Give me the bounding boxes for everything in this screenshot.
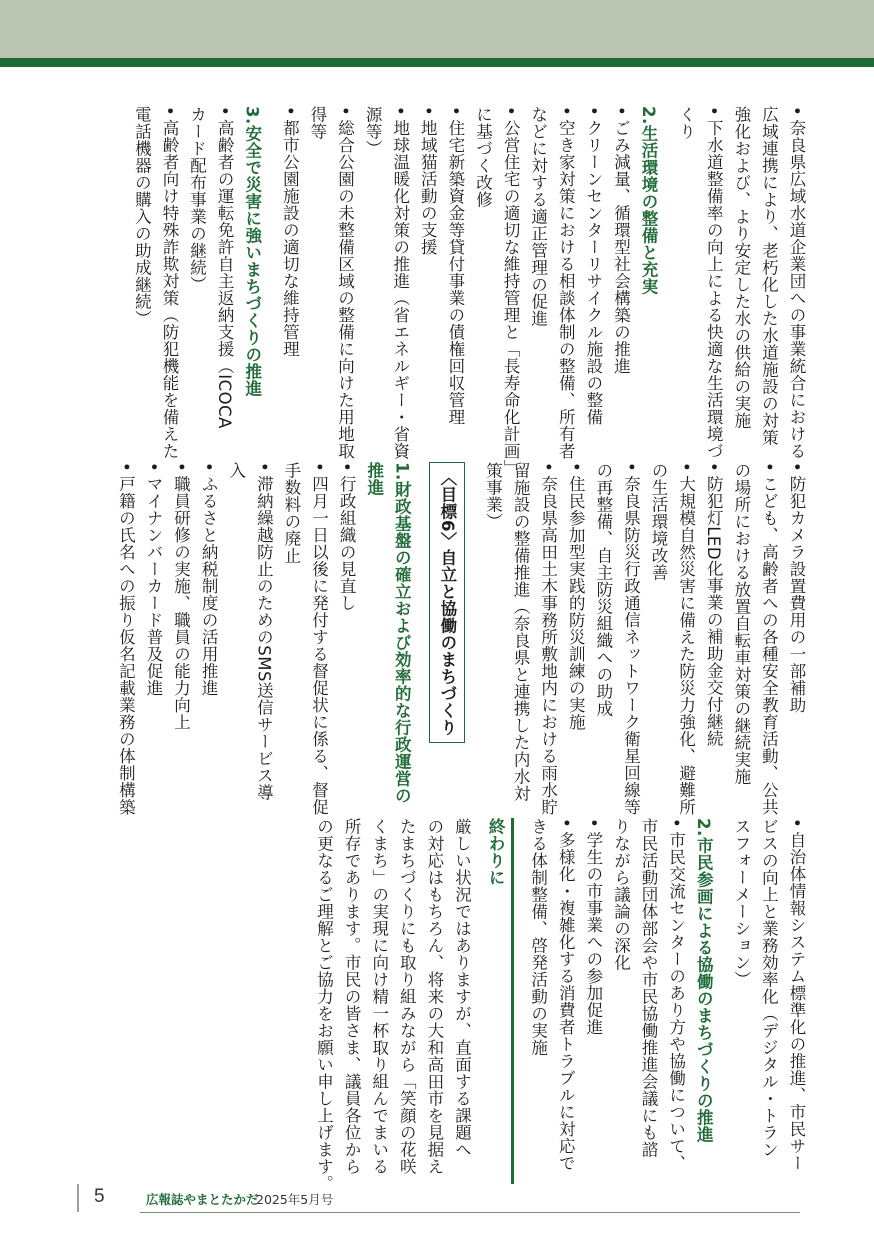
text-block-middle [112, 462, 810, 816]
bullet-item [607, 818, 690, 1184]
bullet-item [441, 106, 469, 452]
text-line: • 奈良県広域水道企業団への事業統合における [782, 106, 810, 452]
text-line: • 奈良県高田土木事務所敷地内における雨水貯 [534, 462, 562, 802]
text-line: • 防犯カメラ設置費用の一部補助 [782, 462, 810, 802]
bullet-item [333, 462, 361, 802]
text-line: • 空き家対策における相談体制の整備、所有者 [552, 106, 580, 452]
bullet-item [782, 462, 810, 802]
text-line: • マイナンバーカード普及促進 [139, 462, 167, 802]
header-rule [0, 58, 874, 67]
section-title: 生活環境の整備と充実 [639, 124, 659, 295]
bullet-item [579, 106, 607, 452]
text-line: くまち」の実現に向け精一杯取り組んでまいる [369, 818, 389, 1175]
text-line: 強化および、より安定した水の供給の実施 [731, 106, 751, 429]
text-line: 所存であります。市民の皆さま、議員各位から [342, 818, 362, 1175]
closing-paragraph [310, 818, 476, 1192]
text-line: • 住民参加型実践的防災訓練の実施 [562, 462, 590, 802]
text-line: りながら議論の深化 [611, 818, 631, 971]
bullet-item [562, 462, 590, 802]
text-line: 留施設の整備推進（奈良県と連携した内水対 [511, 462, 531, 802]
bullet-item [359, 106, 414, 460]
text-line: • 高齢者向け特殊詐欺対策（防犯機能を備えた [155, 106, 183, 452]
spacer [266, 106, 276, 452]
bullet-item [607, 106, 635, 452]
text-line: たまちづくりにも取り組みながら「笑顔の花咲 [397, 818, 417, 1175]
text-line: • 地域猫活動の支援 [414, 106, 442, 452]
text-line: の更なるご理解とご協力をお願い申し上げます。 [314, 818, 334, 1192]
section-number: 2. [639, 106, 659, 125]
text-line: の生活環境改善 [649, 462, 669, 581]
text-line: 厳しい状況ではありますが、直面する課題へ [452, 818, 472, 1158]
text-line: • ふるさと納税制度の活用推進 [195, 462, 223, 802]
text-line: の対応はもちろん、将来の大和高田市を見据え [424, 818, 444, 1175]
bullet-item [195, 462, 223, 802]
bullet-item [128, 106, 183, 460]
section-title: 市民参画による協働のまちづくりの推進 [694, 836, 714, 1143]
text-line: スフォーメーション） [731, 818, 751, 988]
bullet-item [183, 106, 238, 452]
section-heading [388, 462, 416, 802]
bullet-item [727, 818, 810, 1184]
text-line: 市民活動団体部会や市民協働推進会議にも諮 [639, 818, 659, 1158]
bullet-item [414, 106, 442, 452]
text-line: • 自治体情報システム標準化の推進、市民サー [782, 818, 810, 1184]
bullet-item [524, 106, 579, 460]
text-line: の場所における放置自転車対策の継続実施 [731, 462, 751, 785]
text-line: • 防犯灯LED化事業の補助金交付継続 [700, 462, 728, 802]
bullet-item [524, 818, 579, 1184]
text-line: • 高齢者の運転免許自主返納支援（ICOCA [211, 106, 239, 452]
text-line: • 住宅新築資金等貸付事業の債権回収管理 [441, 106, 469, 452]
text-line: • 滞納繰越防止のためのSMS送信サービス導 [250, 462, 278, 802]
text-line: • 多様化・複雑化する消費者トラブルに対応で [552, 818, 580, 1184]
bullet-item [167, 462, 195, 802]
bullet-item [276, 106, 304, 452]
bullet-item [277, 462, 332, 816]
text-line: • 都市公園施設の適切な維持管理 [276, 106, 304, 452]
bullet-item [589, 462, 644, 816]
text-line: 源等） [363, 106, 383, 157]
text-line: 手数料の廃止 [281, 462, 301, 564]
text-line: • 公営住宅の適切な維持管理と「長寿命化計画」 [496, 106, 524, 452]
bullet-item [222, 462, 277, 802]
section-heading [238, 106, 266, 452]
spacer [514, 818, 524, 1184]
text-line: ビスの向上と業務効率化（デジタル・トラン [759, 818, 779, 1158]
footer-separator [77, 1184, 79, 1212]
text-line: • 市民交流センターのあり方や協働について、 [662, 818, 690, 1184]
text-line: に基づく改修 [473, 106, 493, 208]
text-line: • 行政組織の見直し [333, 462, 361, 802]
bullet-item [700, 462, 728, 802]
section-title: 推進 [364, 462, 384, 496]
text-line: カード配布事業の継続） [187, 106, 207, 293]
text-line: • 総合公園の未整備区域の整備に向けた用地取 [331, 106, 359, 452]
publication-name: 広報誌やまとたかだ [146, 1192, 259, 1207]
text-line: • 奈良県防災行政通信ネットワーク衛星回線等 [617, 462, 645, 802]
text-line: • 下水道整備率の向上による快適な生活環境づ [700, 106, 728, 452]
text-line: 得等 [307, 106, 327, 140]
text-line: きる体制整備、啓発活動の実施 [528, 818, 548, 1056]
bullet-item [727, 106, 810, 460]
section-heading [634, 106, 662, 452]
bullet-item [579, 818, 607, 1184]
section-number: 3. [242, 106, 262, 125]
bullet-item [303, 106, 358, 460]
section-title: 財政基盤の確立および効率的な行政運営の [392, 480, 412, 804]
bullet-item [727, 462, 782, 816]
text-line: • ごみ減量、循環型社会構築の推進 [607, 106, 635, 452]
bullet-item [672, 106, 727, 460]
bullet-item [644, 462, 699, 816]
bullet-item [112, 462, 140, 816]
text-line: • 学生の市事業への参加促進 [579, 818, 607, 1184]
text-line: 策事業） [483, 462, 503, 530]
issue-date: 2025年5月号 [256, 1192, 334, 1207]
section-number: 2. [694, 818, 714, 837]
text-line: の再整備、自主防災組織への助成 [593, 462, 613, 717]
text-line: • 四月一日以後に発付する督促状に係る、督促 [305, 462, 333, 802]
text-line: • 大規模自然災害に備えた防災力強化、避難所 [672, 462, 700, 802]
text-block-bottom [310, 818, 810, 1192]
text-line: などに対する適正管理の促進 [528, 106, 548, 327]
text-block-top [128, 106, 810, 477]
text-line: • こども、高齢者への各種安全教育活動、公共 [755, 462, 783, 802]
spacer [717, 818, 727, 1184]
text-line: • クリーンセンターリサイクル施設の整備 [579, 106, 607, 452]
spacer [662, 106, 672, 452]
section-title: 安全で災害に強いまちづくりの推進 [242, 124, 262, 397]
header-band [0, 0, 874, 58]
bullet-item [139, 462, 167, 802]
spacer [469, 462, 479, 802]
page-number: 5 [94, 1186, 105, 1207]
goal-heading-box: 〈目標6〉自立と協働のまちづくり [429, 462, 465, 743]
section-number: 1. [392, 462, 412, 481]
text-line: 電話機器の購入の助成継続） [132, 106, 152, 327]
section-heading [360, 462, 388, 802]
text-line: くり [676, 106, 696, 140]
spacer [415, 462, 425, 802]
text-line: • 職員研修の実施、職員の能力向上 [167, 462, 195, 802]
text-line: 入 [226, 462, 246, 479]
bullet-item [469, 106, 524, 477]
text-line: 広域連携により、老朽化した水道施設の対策 [759, 106, 779, 446]
footer-rule [140, 1212, 800, 1213]
closing-heading: 終わりに [481, 818, 514, 1184]
text-line: • 地球温暖化対策の推進（省エネルギー・省資 [386, 106, 414, 452]
section-heading [690, 818, 718, 1184]
bullet-item [479, 462, 562, 816]
text-line: • 戸籍の氏名への振り仮名記載業務の体制構築 [112, 462, 140, 802]
